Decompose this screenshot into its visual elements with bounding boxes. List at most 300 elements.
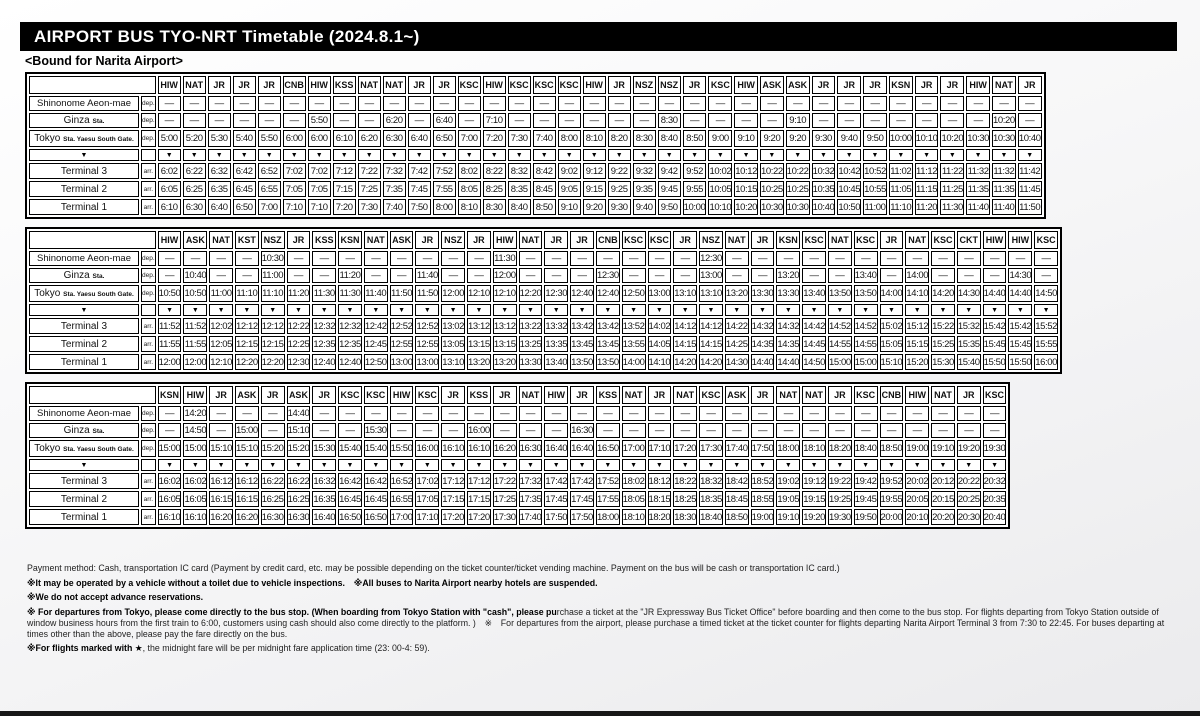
time-cell: 17:42 xyxy=(570,473,594,489)
no-service-cell: — xyxy=(390,251,414,266)
down-arrow-icon: ▼ xyxy=(308,149,331,161)
time-cell: 17:40 xyxy=(725,440,749,457)
no-service-cell: — xyxy=(583,96,606,111)
no-service-cell: — xyxy=(880,406,904,421)
no-service-cell: — xyxy=(734,96,758,111)
row-direction xyxy=(29,459,1006,471)
time-cell: 10:05 xyxy=(708,181,732,197)
time-cell: 12:55 xyxy=(390,336,414,352)
no-service-cell: — xyxy=(458,113,481,128)
time-cell: 16:45 xyxy=(364,491,388,507)
time-cell: 13:00 xyxy=(390,354,414,370)
no-service-cell: — xyxy=(880,423,904,438)
no-service-cell: — xyxy=(433,96,456,111)
time-cell: 13:50 xyxy=(570,354,594,370)
time-cell: 16:10 xyxy=(467,440,491,457)
carrier-code: CNB xyxy=(283,76,306,94)
time-cell: 12:32 xyxy=(312,318,336,334)
no-service-cell: — xyxy=(558,113,581,128)
time-cell: 15:45 xyxy=(1008,336,1032,352)
time-cell: 12:30 xyxy=(700,253,722,264)
down-arrow-icon: ▼ xyxy=(583,149,606,161)
time-cell: 17:50 xyxy=(570,509,594,525)
down-arrow-icon: ▼ xyxy=(648,459,672,471)
carrier-code: HIW xyxy=(158,231,182,249)
no-service-cell: — xyxy=(235,251,259,266)
carrier-code: NAT xyxy=(519,231,543,249)
time-cell: 15:12 xyxy=(905,318,929,334)
time-cell: 11:22 xyxy=(940,163,964,179)
time-cell: 13:52 xyxy=(622,318,646,334)
stop-label-ginza: Ginza Sta. xyxy=(29,268,139,283)
down-arrow-icon: ▼ xyxy=(828,459,852,471)
time-cell: 9:12 xyxy=(583,163,606,179)
time-cell: 11:40 xyxy=(992,199,1016,215)
down-arrow-icon: ▼ xyxy=(734,149,758,161)
no-service-cell: — xyxy=(931,423,955,438)
no-service-cell: — xyxy=(258,113,281,128)
carrier-code: JR xyxy=(408,76,431,94)
no-service-cell: — xyxy=(493,423,517,438)
time-cell: 5:30 xyxy=(208,130,231,147)
carrier-code: NAT xyxy=(622,386,646,404)
carrier-code: KSC xyxy=(1034,231,1058,249)
time-cell: 12:32 xyxy=(338,318,362,334)
no-service-cell: — xyxy=(533,113,556,128)
time-cell: 12:40 xyxy=(570,285,594,302)
carrier-code: ASK xyxy=(760,76,784,94)
time-cell: 19:30 xyxy=(983,440,1007,457)
time-cell: 8:45 xyxy=(533,181,556,197)
time-cell: 6:42 xyxy=(233,163,256,179)
time-cell: 16:25 xyxy=(261,491,285,507)
time-cell: 19:10 xyxy=(931,440,955,457)
time-cell: 6:35 xyxy=(208,181,231,197)
time-cell: 14:12 xyxy=(673,318,697,334)
no-service-cell: — xyxy=(931,251,955,266)
no-service-cell: — xyxy=(880,251,904,266)
time-cell: 16:00 xyxy=(415,440,439,457)
no-service-cell: — xyxy=(312,268,336,283)
time-cell: 12:30 xyxy=(544,285,568,302)
no-service-cell: — xyxy=(209,251,233,266)
time-cell: 9:02 xyxy=(558,163,581,179)
time-cell: 15:00 xyxy=(158,440,182,457)
carrier-code: JR xyxy=(751,231,775,249)
down-arrow-icon: ▼ xyxy=(837,149,861,161)
time-cell: 16:20 xyxy=(235,509,259,525)
time-cell: 15:20 xyxy=(261,440,285,457)
stop-label-tokyo: Tokyo Sta. Yaesu South Gate. xyxy=(29,285,139,302)
carrier-code: NAT xyxy=(358,76,381,94)
no-service-cell: — xyxy=(390,423,414,438)
no-service-cell: — xyxy=(760,113,784,128)
no-service-cell: — xyxy=(235,406,259,421)
time-cell: 14:12 xyxy=(699,318,723,334)
carrier-code: JR xyxy=(812,76,836,94)
carrier-code: NAT xyxy=(828,231,852,249)
time-cell: 15:42 xyxy=(1008,318,1032,334)
time-cell: 16:30 xyxy=(571,425,593,436)
dep-label: dep. xyxy=(141,440,156,457)
row-direction xyxy=(29,149,1042,161)
time-cell: 7:05 xyxy=(283,181,306,197)
dep-label: dep. xyxy=(141,113,156,128)
time-cell: 16:50 xyxy=(364,509,388,525)
no-service-cell: — xyxy=(158,96,181,111)
down-arrow-icon: ▼ xyxy=(258,149,281,161)
no-service-cell: — xyxy=(802,251,826,266)
time-cell: 18:35 xyxy=(699,491,723,507)
note-line: ※For flights marked with ★, the midnight fare will be per midnight fare application time (23: 00-4: 59). xyxy=(27,643,430,653)
time-cell: 17:45 xyxy=(570,491,594,507)
down-arrow-icon: ▼ xyxy=(519,304,543,316)
down-arrow-icon: ▼ xyxy=(390,304,414,316)
no-service-cell: — xyxy=(1008,251,1032,266)
no-service-cell: — xyxy=(622,423,646,438)
time-cell: 14:50 xyxy=(184,425,207,436)
down-arrow-icon: ▼ xyxy=(483,149,506,161)
time-cell: 13:15 xyxy=(493,336,517,352)
note-line: ※It may be operated by a vehicle without a toilet due to vehicle inspections. ※All buses to Narita Airport nearby hotels are suspended. xyxy=(27,577,598,588)
no-service-cell: — xyxy=(725,251,749,266)
time-cell: 11:52 xyxy=(158,318,182,334)
no-service-cell: — xyxy=(358,96,381,111)
time-cell: 13:32 xyxy=(544,318,568,334)
time-cell: 13:40 xyxy=(544,354,568,370)
time-cell: 14:42 xyxy=(802,318,826,334)
time-cell: 17:35 xyxy=(519,491,543,507)
down-arrow-icon: ▼ xyxy=(905,459,929,471)
no-service-cell: — xyxy=(812,96,836,111)
carrier-code: JR xyxy=(261,386,285,404)
time-cell: 14:30 xyxy=(1009,270,1032,281)
no-service-cell: — xyxy=(725,268,749,283)
time-cell: 14:52 xyxy=(828,318,852,334)
down-arrow-icon: ▼ xyxy=(208,149,231,161)
time-cell: 10:30 xyxy=(261,253,284,264)
arr-label: arr. xyxy=(141,318,156,334)
time-cell: 11:42 xyxy=(1018,163,1042,179)
time-cell: 13:42 xyxy=(570,318,594,334)
time-cell: 12:10 xyxy=(467,285,491,302)
down-arrow-icon: ▼ xyxy=(854,304,878,316)
time-cell: 6:00 xyxy=(283,130,306,147)
down-arrow-icon: ▼ xyxy=(558,149,581,161)
time-cell: 12:12 xyxy=(235,318,259,334)
time-cell: 5:40 xyxy=(233,130,256,147)
time-cell: 15:50 xyxy=(983,354,1007,370)
time-cell: 16:30 xyxy=(519,440,543,457)
time-cell: 20:00 xyxy=(880,509,904,525)
time-cell: 15:32 xyxy=(957,318,981,334)
time-cell: 10:30 xyxy=(760,199,784,215)
time-cell: 13:00 xyxy=(700,270,722,281)
no-service-cell: — xyxy=(458,96,481,111)
down-arrow-icon: ▼ xyxy=(283,149,306,161)
time-cell: 12:42 xyxy=(364,318,388,334)
time-cell: 10:45 xyxy=(837,181,861,197)
time-cell: 13:10 xyxy=(673,285,697,302)
time-cell: 5:50 xyxy=(308,113,331,128)
time-cell: 11:40 xyxy=(416,270,438,281)
time-cell: 12:12 xyxy=(261,318,285,334)
carrier-code: JR xyxy=(433,76,456,94)
time-cell: 7:55 xyxy=(433,181,456,197)
carrier-code: JR xyxy=(493,386,517,404)
arr-label: arr. xyxy=(141,354,156,370)
down-arrow-icon: ▼ xyxy=(880,304,904,316)
carrier-code: NAT xyxy=(992,76,1016,94)
no-service-cell: — xyxy=(312,423,336,438)
carrier-code: KSC xyxy=(802,231,826,249)
carrier-code: KSC xyxy=(622,231,646,249)
time-cell: 16:15 xyxy=(235,491,259,507)
down-arrow-icon: ▼ xyxy=(519,459,543,471)
time-cell: 17:52 xyxy=(596,473,620,489)
no-service-cell: — xyxy=(802,268,826,283)
no-service-cell: — xyxy=(957,423,981,438)
time-cell: 13:50 xyxy=(828,285,852,302)
time-cell: 8:00 xyxy=(558,130,581,147)
no-service-cell: — xyxy=(983,423,1007,438)
carrier-code: KSC xyxy=(364,386,388,404)
dep-label: dep. xyxy=(141,406,156,421)
time-cell: 8:00 xyxy=(433,199,456,215)
time-cell: 16:02 xyxy=(183,473,207,489)
time-cell: 11:50 xyxy=(390,285,414,302)
no-service-cell: — xyxy=(837,113,861,128)
no-service-cell: — xyxy=(776,423,800,438)
carrier-code: KSC xyxy=(458,76,481,94)
time-cell: 14:32 xyxy=(776,318,800,334)
time-cell: 13:12 xyxy=(467,318,491,334)
no-service-cell: — xyxy=(158,113,181,128)
time-cell: 12:50 xyxy=(622,285,646,302)
carrier-code: KSN xyxy=(776,231,800,249)
down-arrow-icon: ▼ xyxy=(261,459,285,471)
time-cell: 14:45 xyxy=(802,336,826,352)
time-cell: 15:42 xyxy=(983,318,1007,334)
down-arrow-icon: ▼ xyxy=(1008,304,1032,316)
time-cell: 17:12 xyxy=(441,473,465,489)
down-arrow-icon: ▼ xyxy=(622,304,646,316)
no-service-cell: — xyxy=(633,113,656,128)
time-cell: 18:52 xyxy=(751,473,775,489)
down-arrow-icon: ▼ xyxy=(338,459,362,471)
time-cell: 13:50 xyxy=(854,285,878,302)
carrier-code: HIW xyxy=(483,76,506,94)
row-terminal3 xyxy=(29,473,1006,489)
carrier-code: JR xyxy=(467,231,491,249)
row-ginza xyxy=(29,113,1042,128)
time-cell: 20:32 xyxy=(983,473,1007,489)
stop-label-shinonome: Shinonome Aeon-mae xyxy=(29,406,139,421)
time-cell: 7:10 xyxy=(283,199,306,215)
no-service-cell: — xyxy=(233,96,256,111)
time-cell: 20:40 xyxy=(983,509,1007,525)
time-cell: 10:50 xyxy=(158,285,182,302)
down-arrow-icon: ▼ xyxy=(467,459,491,471)
row-terminal1 xyxy=(29,354,1058,370)
no-service-cell: — xyxy=(308,96,331,111)
no-service-cell: — xyxy=(570,268,594,283)
time-cell: 18:40 xyxy=(854,440,878,457)
no-service-cell: — xyxy=(233,113,256,128)
time-cell: 10:30 xyxy=(992,130,1016,147)
time-cell: 15:10 xyxy=(287,425,310,436)
no-service-cell: — xyxy=(940,113,964,128)
no-service-cell: — xyxy=(880,268,904,283)
time-cell: 19:12 xyxy=(802,473,826,489)
time-cell: 11:10 xyxy=(261,285,285,302)
down-arrow-icon: ▼ xyxy=(158,149,181,161)
no-service-cell: — xyxy=(751,268,775,283)
no-service-cell: — xyxy=(854,423,878,438)
time-cell: 12:00 xyxy=(158,354,182,370)
time-cell: 16:45 xyxy=(338,491,362,507)
time-cell: 14:55 xyxy=(854,336,878,352)
no-service-cell: — xyxy=(338,423,362,438)
no-service-cell: — xyxy=(983,406,1007,421)
time-cell: 18:20 xyxy=(828,440,852,457)
time-cell: 14:55 xyxy=(828,336,852,352)
down-arrow-icon: ▼ xyxy=(966,149,990,161)
down-arrow-icon: ▼ xyxy=(776,304,800,316)
time-cell: 14:15 xyxy=(699,336,723,352)
down-arrow-icon: ▼ xyxy=(880,459,904,471)
time-cell: 18:02 xyxy=(622,473,646,489)
time-cell: 11:10 xyxy=(235,285,259,302)
no-service-cell: — xyxy=(558,96,581,111)
down-arrow-icon: ▼ xyxy=(828,304,852,316)
time-cell: 7:12 xyxy=(333,163,356,179)
carrier-code: JR xyxy=(608,76,631,94)
empty-cell xyxy=(141,304,156,316)
row-shinonome xyxy=(29,406,1006,421)
no-service-cell: — xyxy=(183,113,206,128)
no-service-cell: — xyxy=(208,113,231,128)
carrier-code: JR xyxy=(1018,76,1042,94)
time-cell: 18:45 xyxy=(725,491,749,507)
no-service-cell: — xyxy=(828,406,852,421)
down-arrow-icon: ▼ xyxy=(338,304,362,316)
carrier-code: KSC xyxy=(558,76,581,94)
carrier-code: HIW xyxy=(983,231,1007,249)
down-arrow-icon: ▼ xyxy=(931,304,955,316)
no-service-cell: — xyxy=(812,113,836,128)
carrier-code: NAT xyxy=(931,386,955,404)
no-service-cell: — xyxy=(1018,96,1042,111)
time-cell: 10:30 xyxy=(786,199,810,215)
row-ginza xyxy=(29,423,1006,438)
stop-label-ginza: Ginza Sta. xyxy=(29,113,139,128)
no-service-cell: — xyxy=(287,268,311,283)
down-arrow-icon: ▼ xyxy=(433,149,456,161)
time-cell: 14:05 xyxy=(648,336,672,352)
time-cell: 9:30 xyxy=(812,130,836,147)
time-cell: 15:00 xyxy=(828,354,852,370)
corner-cell xyxy=(29,76,156,94)
time-cell: 7:02 xyxy=(283,163,306,179)
no-service-cell: — xyxy=(333,96,356,111)
time-cell: 12:10 xyxy=(493,285,517,302)
time-cell: 6:10 xyxy=(158,199,181,215)
carrier-code: HIW xyxy=(905,386,929,404)
stop-label-terminal2: Terminal 2 xyxy=(29,491,139,507)
time-cell: 10:20 xyxy=(734,199,758,215)
time-cell: 17:50 xyxy=(544,509,568,525)
time-cell: 20:30 xyxy=(957,509,981,525)
no-service-cell: — xyxy=(364,406,388,421)
time-cell: 11:30 xyxy=(338,285,362,302)
down-arrow-icon: ▼ xyxy=(596,459,620,471)
carrier-code: KSS xyxy=(596,386,620,404)
time-cell: 14:40 xyxy=(983,285,1007,302)
time-cell: 11:40 xyxy=(966,199,990,215)
time-cell: 9:30 xyxy=(608,199,631,215)
time-cell: 16:10 xyxy=(158,509,182,525)
time-cell: 9:10 xyxy=(558,199,581,215)
down-arrow-icon: ▼ xyxy=(673,459,697,471)
time-cell: 13:40 xyxy=(854,270,877,281)
time-cell: 8:42 xyxy=(533,163,556,179)
no-service-cell: — xyxy=(1034,251,1058,266)
time-cell: 14:00 xyxy=(880,285,904,302)
time-cell: 17:40 xyxy=(519,509,543,525)
no-service-cell: — xyxy=(358,113,381,128)
time-cell: 14:35 xyxy=(751,336,775,352)
time-cell: 11:12 xyxy=(915,163,939,179)
time-cell: 13:10 xyxy=(699,285,723,302)
time-cell: 11:50 xyxy=(1018,199,1042,215)
no-service-cell: — xyxy=(673,423,697,438)
time-cell: 12:50 xyxy=(364,354,388,370)
no-service-cell: — xyxy=(673,251,697,266)
time-cell: 17:30 xyxy=(493,509,517,525)
down-arrow-icon: ▼ xyxy=(183,459,207,471)
down-arrow-icon: ▼ xyxy=(415,459,439,471)
stop-label-terminal3: Terminal 3 xyxy=(29,473,139,489)
time-cell: 12:22 xyxy=(287,318,311,334)
carrier-code: ASK xyxy=(183,231,207,249)
no-service-cell: — xyxy=(441,268,465,283)
no-service-cell: — xyxy=(158,251,182,266)
time-cell: 13:30 xyxy=(751,285,775,302)
time-cell: 9:35 xyxy=(633,181,656,197)
time-cell: 10:40 xyxy=(184,270,207,281)
time-cell: 11:32 xyxy=(992,163,1016,179)
time-cell: 13:42 xyxy=(596,318,620,334)
carrier-code: JR xyxy=(570,386,594,404)
down-arrow-icon: ▼ xyxy=(673,304,697,316)
down-arrow-icon: ▼ xyxy=(183,149,206,161)
time-cell: 6:22 xyxy=(183,163,206,179)
down-arrow-icon: ▼ xyxy=(415,304,439,316)
carrier-code: NAT xyxy=(776,386,800,404)
time-cell: 17:00 xyxy=(622,440,646,457)
time-cell: 16:50 xyxy=(338,509,362,525)
time-cell: 7:32 xyxy=(383,163,406,179)
note-line: ※We do not accept advance reservations. xyxy=(27,592,204,602)
time-cell: 20:02 xyxy=(905,473,929,489)
time-cell: 15:20 xyxy=(287,440,311,457)
no-service-cell: — xyxy=(235,268,259,283)
time-cell: 6:05 xyxy=(158,181,181,197)
time-cell: 16:02 xyxy=(158,473,182,489)
time-cell: 16:55 xyxy=(390,491,414,507)
time-cell: 14:52 xyxy=(854,318,878,334)
